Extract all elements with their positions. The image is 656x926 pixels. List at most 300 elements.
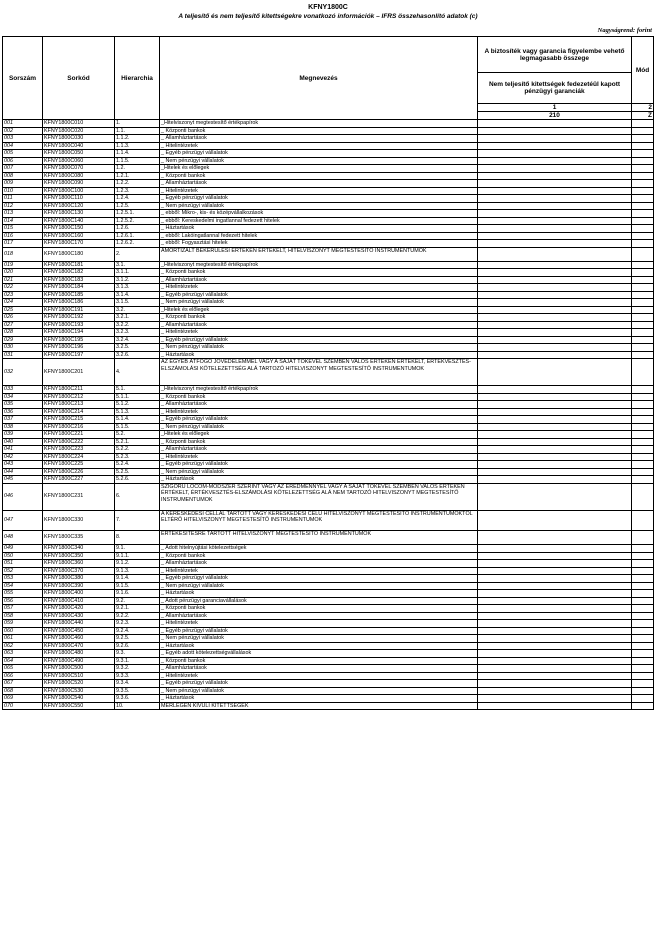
value-cell[interactable] [478, 461, 632, 469]
mod-cell[interactable] [632, 172, 654, 180]
row-name: _ Államháztartások [160, 612, 478, 620]
mod-cell[interactable] [632, 438, 654, 446]
mod-cell[interactable] [632, 695, 654, 703]
row-hierarchy: 9.3.6. [115, 695, 160, 703]
row-number: 062 [3, 642, 43, 650]
table-row [3, 240, 654, 248]
mod-cell[interactable] [632, 620, 654, 628]
mod-cell[interactable] [632, 575, 654, 583]
row-hierarchy: 1.2.1. [115, 172, 160, 180]
row-number: 026 [3, 314, 43, 322]
mod-cell[interactable] [632, 408, 654, 416]
table-row [3, 438, 654, 446]
mod-cell[interactable] [632, 232, 654, 240]
row-code: KFNY1800C224 [43, 453, 115, 461]
mod-cell[interactable] [632, 431, 654, 439]
mod-cell[interactable] [632, 202, 654, 210]
col-header-hierarchia: Hierarchia [115, 37, 160, 120]
row-code: KFNY1800C225 [43, 461, 115, 469]
mod-cell[interactable] [632, 306, 654, 314]
row-code: KFNY1800C194 [43, 329, 115, 337]
row-hierarchy: 5.2.5. [115, 468, 160, 476]
row-hierarchy: 3.2.2. [115, 321, 160, 329]
value-cell[interactable] [478, 650, 632, 658]
row-code: KFNY1800C330 [43, 510, 115, 531]
row-name: _ Hitelintézetek [160, 329, 478, 337]
value-cell[interactable] [478, 195, 632, 203]
row-hierarchy: 5.2.1. [115, 438, 160, 446]
table-row [3, 453, 654, 461]
table-row [3, 336, 654, 344]
row-hierarchy: 9.2.4. [115, 627, 160, 635]
mod-cell[interactable] [632, 650, 654, 658]
mod-cell[interactable] [632, 261, 654, 269]
value-cell[interactable] [478, 560, 632, 568]
table-row [3, 702, 654, 710]
mod-cell[interactable] [632, 590, 654, 598]
table-row [3, 187, 654, 195]
row-hierarchy: 5.1. [115, 386, 160, 394]
row-number: 013 [3, 210, 43, 218]
value-cell[interactable] [478, 217, 632, 225]
mod-cell[interactable] [632, 351, 654, 359]
value-cell[interactable] [478, 299, 632, 307]
mod-cell[interactable] [632, 157, 654, 165]
row-hierarchy: 5.2.4. [115, 461, 160, 469]
mod-cell[interactable] [632, 401, 654, 409]
table-row [3, 127, 654, 135]
value-cell[interactable] [478, 321, 632, 329]
row-hierarchy: 5.1.3. [115, 408, 160, 416]
value-cell[interactable] [478, 635, 632, 643]
mod-cell[interactable] [632, 336, 654, 344]
row-hierarchy: 9.2.2. [115, 612, 160, 620]
value-cell[interactable] [478, 483, 632, 510]
value-cell[interactable] [478, 627, 632, 635]
row-number: 047 [3, 510, 43, 531]
row-name: _ Hitelintézetek [160, 284, 478, 292]
row-hierarchy: 10. [115, 702, 160, 710]
mod-cell[interactable] [632, 416, 654, 424]
table-row [3, 590, 654, 598]
value-cell[interactable] [478, 386, 632, 394]
row-name: AMORTIZÁLT BEKERÜLÉSI ÉRTÉKEN ÉRTÉKELT, HITELVISZONYT MEGTESTESÍTŐ INSTRUMENTUMOK [160, 247, 478, 261]
mod-cell[interactable] [632, 627, 654, 635]
row-code: KFNY1800C070 [43, 165, 115, 173]
mod-cell[interactable] [632, 284, 654, 292]
value-cell[interactable] [478, 401, 632, 409]
value-cell[interactable] [478, 225, 632, 233]
row-number: 006 [3, 157, 43, 165]
row-name: _ Nem pénzügyi vállalatok [160, 157, 478, 165]
mod-cell[interactable] [632, 135, 654, 143]
mod-cell[interactable] [632, 597, 654, 605]
value-cell[interactable] [478, 359, 632, 386]
row-number: 029 [3, 336, 43, 344]
mod-cell[interactable] [632, 195, 654, 203]
value-cell[interactable] [478, 612, 632, 620]
value-cell[interactable] [478, 657, 632, 665]
table-row [3, 431, 654, 439]
mod-cell[interactable] [632, 217, 654, 225]
value-cell[interactable] [478, 695, 632, 703]
row-name: _ Központi bankok [160, 314, 478, 322]
row-number: 030 [3, 344, 43, 352]
mod-cell[interactable] [632, 142, 654, 150]
table-row [3, 210, 654, 218]
value-cell[interactable] [478, 687, 632, 695]
row-code: KFNY1800C010 [43, 120, 115, 128]
table-row [3, 650, 654, 658]
row-code: KFNY1800C120 [43, 202, 115, 210]
mod-cell[interactable] [632, 276, 654, 284]
mod-cell[interactable] [632, 605, 654, 613]
mod-code: Z [632, 112, 654, 120]
table-row [3, 468, 654, 476]
row-number: 059 [3, 620, 43, 628]
row-name: ÉRTÉKESÍTÉSRE TARTOTT HITELVISZONYT MEGTESTESÍTŐ INSTRUMENTUMOK [160, 531, 478, 545]
value-cell[interactable] [478, 510, 632, 531]
mod-cell[interactable] [632, 582, 654, 590]
row-number: 063 [3, 650, 43, 658]
table-row [3, 135, 654, 143]
value-cell[interactable] [478, 180, 632, 188]
mod-cell[interactable] [632, 476, 654, 484]
row-code: KFNY1800C350 [43, 552, 115, 560]
row-name: _ ebből: Lakóingatlannal fedezett hitelek [160, 232, 478, 240]
value-cell[interactable] [478, 336, 632, 344]
mod-cell[interactable] [632, 180, 654, 188]
row-code: KFNY1800C420 [43, 605, 115, 613]
row-hierarchy: 1.1. [115, 127, 160, 135]
row-hierarchy: 9.1.4. [115, 575, 160, 583]
row-name: _Hitelviszonyt megtestesítő értékpapírok [160, 120, 478, 128]
row-code: KFNY1800C150 [43, 225, 115, 233]
mod-cell[interactable] [632, 560, 654, 568]
table-row [3, 217, 654, 225]
row-number: 031 [3, 351, 43, 359]
row-number: 058 [3, 612, 43, 620]
value-cell[interactable] [478, 446, 632, 454]
mod-cell[interactable] [632, 567, 654, 575]
row-hierarchy: 9.1.6. [115, 590, 160, 598]
mod-cell[interactable] [632, 680, 654, 688]
row-name: _ Egyéb pénzügyi vállalatok [160, 627, 478, 635]
value-cell[interactable] [478, 453, 632, 461]
row-code: KFNY1800C480 [43, 650, 115, 658]
row-number: 007 [3, 165, 43, 173]
row-name: _Hitelek és előlegek [160, 306, 478, 314]
value-cell[interactable] [478, 247, 632, 261]
value-cell[interactable] [478, 135, 632, 143]
mod-cell[interactable] [632, 687, 654, 695]
value-cell[interactable] [478, 531, 632, 545]
mod-cell[interactable] [632, 225, 654, 233]
row-code: KFNY1800C231 [43, 483, 115, 510]
mod-cell[interactable] [632, 642, 654, 650]
row-number: 046 [3, 483, 43, 510]
table-row [3, 597, 654, 605]
mod-cell[interactable] [632, 461, 654, 469]
value-cell[interactable] [478, 261, 632, 269]
row-number: 044 [3, 468, 43, 476]
row-code: KFNY1800C460 [43, 635, 115, 643]
row-hierarchy: 1.2.4. [115, 195, 160, 203]
row-name: _ Hitelintézetek [160, 142, 478, 150]
row-number: 032 [3, 359, 43, 386]
mod-cell[interactable] [632, 127, 654, 135]
mod-cell[interactable] [632, 702, 654, 710]
col-header-megnevezes: Megnevezés [160, 37, 478, 120]
mod-cell[interactable] [632, 187, 654, 195]
mod-cell[interactable] [632, 165, 654, 173]
table-row [3, 635, 654, 643]
value-cell[interactable] [478, 665, 632, 673]
mod-cell[interactable] [632, 453, 654, 461]
mod-cell[interactable] [632, 423, 654, 431]
table-row [3, 446, 654, 454]
table-row [3, 172, 654, 180]
value-cell[interactable] [478, 642, 632, 650]
value-cell[interactable] [478, 291, 632, 299]
row-number: 036 [3, 408, 43, 416]
row-number: 023 [3, 291, 43, 299]
mod-cell[interactable] [632, 240, 654, 248]
row-hierarchy: 9.3.1. [115, 657, 160, 665]
row-code: KFNY1800C197 [43, 351, 115, 359]
row-name: _ Államháztartások [160, 665, 478, 673]
value-cell[interactable] [478, 276, 632, 284]
value-cell[interactable] [478, 351, 632, 359]
value-cell[interactable] [478, 408, 632, 416]
row-hierarchy: 5.2.2. [115, 446, 160, 454]
row-number: 045 [3, 476, 43, 484]
value-cell[interactable] [478, 240, 632, 248]
row-name: _ Központi bankok [160, 657, 478, 665]
row-name: _ Nem pénzügyi vállalatok [160, 423, 478, 431]
value-cell[interactable] [478, 545, 632, 553]
table-row [3, 150, 654, 158]
row-name: _ Államháztartások [160, 180, 478, 188]
value-cell[interactable] [478, 672, 632, 680]
value-cell[interactable] [478, 329, 632, 337]
row-hierarchy: 7. [115, 510, 160, 531]
row-code: KFNY1800C195 [43, 336, 115, 344]
row-number: 002 [3, 127, 43, 135]
row-hierarchy: 3.2.3. [115, 329, 160, 337]
mod-cell[interactable] [632, 344, 654, 352]
row-code: KFNY1800C183 [43, 276, 115, 284]
row-hierarchy: 9.2.6. [115, 642, 160, 650]
row-number: 070 [3, 702, 43, 710]
table-row [3, 545, 654, 553]
row-code: KFNY1800C215 [43, 416, 115, 424]
table-row [3, 165, 654, 173]
value-cell[interactable] [478, 468, 632, 476]
mod-cell[interactable] [632, 446, 654, 454]
row-code: KFNY1800C182 [43, 269, 115, 277]
value-cell[interactable] [478, 157, 632, 165]
value-cell[interactable] [478, 597, 632, 605]
value-cell[interactable] [478, 165, 632, 173]
mod-cell[interactable] [632, 359, 654, 386]
value-cell[interactable] [478, 306, 632, 314]
value-cell[interactable] [478, 232, 632, 240]
table-row [3, 575, 654, 583]
mod-cell[interactable] [632, 672, 654, 680]
table-row [3, 483, 654, 510]
row-code: KFNY1800C390 [43, 582, 115, 590]
row-code: KFNY1800C186 [43, 299, 115, 307]
report-title: KFNY1800C [308, 4, 348, 11]
col-number: 1 [478, 104, 632, 112]
row-name: _ Egyéb pénzügyi vállalatok [160, 291, 478, 299]
mod-cell[interactable] [632, 657, 654, 665]
value-cell[interactable] [478, 680, 632, 688]
table-row [3, 232, 654, 240]
row-code: KFNY1800C470 [43, 642, 115, 650]
row-hierarchy: 3.2.5. [115, 344, 160, 352]
value-cell[interactable] [478, 605, 632, 613]
row-hierarchy: 5.1.2. [115, 401, 160, 409]
row-code: KFNY1800C214 [43, 408, 115, 416]
row-code: KFNY1800C140 [43, 217, 115, 225]
row-hierarchy: 9.3.5. [115, 687, 160, 695]
mod-cell[interactable] [632, 210, 654, 218]
value-cell[interactable] [478, 269, 632, 277]
row-hierarchy: 3.2. [115, 306, 160, 314]
mod-cell[interactable] [632, 635, 654, 643]
value-cell[interactable] [478, 567, 632, 575]
row-code: KFNY1800C360 [43, 560, 115, 568]
value-cell[interactable] [478, 590, 632, 598]
mod-cell[interactable] [632, 665, 654, 673]
row-code: KFNY1800C370 [43, 567, 115, 575]
row-name: _ Hitelintézetek [160, 567, 478, 575]
value-cell[interactable] [478, 423, 632, 431]
value-cell[interactable] [478, 393, 632, 401]
table-row [3, 612, 654, 620]
mod-cell[interactable] [632, 321, 654, 329]
mod-cell[interactable] [632, 247, 654, 261]
row-hierarchy: 5.2.6. [115, 476, 160, 484]
value-cell[interactable] [478, 702, 632, 710]
row-number: 035 [3, 401, 43, 409]
row-hierarchy: 3.1.4. [115, 291, 160, 299]
mod-cell[interactable] [632, 386, 654, 394]
value-cell[interactable] [478, 284, 632, 292]
row-number: 019 [3, 261, 43, 269]
row-code: KFNY1800C040 [43, 142, 115, 150]
mod-cell[interactable] [632, 269, 654, 277]
row-name: _ Egyéb pénzügyi vállalatok [160, 150, 478, 158]
mod-cell[interactable] [632, 612, 654, 620]
row-name: _Hitelviszonyt megtestesítő értékpapírok [160, 386, 478, 394]
row-number: 057 [3, 605, 43, 613]
row-number: 050 [3, 552, 43, 560]
value-cell[interactable] [478, 620, 632, 628]
row-hierarchy: 4. [115, 359, 160, 386]
table-row [3, 276, 654, 284]
table-row [3, 306, 654, 314]
row-name: _ Nem pénzügyi vállalatok [160, 344, 478, 352]
value-cell[interactable] [478, 142, 632, 150]
table-row [3, 314, 654, 322]
value-cell[interactable] [478, 575, 632, 583]
table-row [3, 560, 654, 568]
mod-cell[interactable] [632, 329, 654, 337]
value-cell[interactable] [478, 416, 632, 424]
value-cell[interactable] [478, 476, 632, 484]
table-row [3, 510, 654, 531]
row-number: 040 [3, 438, 43, 446]
row-code: KFNY1800C060 [43, 157, 115, 165]
value-cell[interactable] [478, 127, 632, 135]
value-cell[interactable] [478, 210, 632, 218]
mod-cell[interactable] [632, 299, 654, 307]
row-name: AZ EGYÉB ÁTFOGÓ JÖVEDELEMMEL VAGY A SAJÁT TŐKÉVEL SZEMBEN VALÓS ÉRTÉKEN ÉRTÉKELT, ÉRTÉKVESZTÉS-ELSZÁMOLÁSI KÖTELEZETTSÉG ALÁ TARTOZÓ HITELVISZONYT MEGTESTESÍTŐ INSTRUMENTUMOK [160, 359, 478, 386]
row-code: KFNY1800C490 [43, 657, 115, 665]
row-number: 017 [3, 240, 43, 248]
mod-cell[interactable] [632, 468, 654, 476]
row-name: _ Államháztartások [160, 321, 478, 329]
value-cell[interactable] [478, 314, 632, 322]
value-cell[interactable] [478, 582, 632, 590]
value-cell[interactable] [478, 552, 632, 560]
value-cell[interactable] [478, 431, 632, 439]
mod-cell[interactable] [632, 291, 654, 299]
value-cell[interactable] [478, 120, 632, 128]
value-cell[interactable] [478, 438, 632, 446]
mod-cell[interactable] [632, 510, 654, 531]
row-hierarchy: 3.1.1. [115, 269, 160, 277]
row-code: KFNY1800C510 [43, 672, 115, 680]
col-header-group: A biztosíték vagy garancia figyelembe vehető legmagasabb összege [478, 37, 632, 73]
row-number: 021 [3, 276, 43, 284]
value-cell[interactable] [478, 187, 632, 195]
value-cell[interactable] [478, 150, 632, 158]
row-number: 053 [3, 575, 43, 583]
mod-cell[interactable] [632, 531, 654, 545]
mod-cell[interactable] [632, 545, 654, 553]
table-row [3, 582, 654, 590]
row-code: KFNY1800C020 [43, 127, 115, 135]
value-cell[interactable] [478, 202, 632, 210]
mod-cell[interactable] [632, 314, 654, 322]
row-hierarchy: 9.2. [115, 597, 160, 605]
mod-cell[interactable] [632, 393, 654, 401]
row-number: 051 [3, 560, 43, 568]
row-name: _ Hitelintézetek [160, 453, 478, 461]
table-row [3, 401, 654, 409]
row-hierarchy: 1.1.5. [115, 157, 160, 165]
mod-cell[interactable] [632, 120, 654, 128]
table-row [3, 291, 654, 299]
row-code: KFNY1800C193 [43, 321, 115, 329]
value-cell[interactable] [478, 344, 632, 352]
row-code: KFNY1800C192 [43, 314, 115, 322]
value-cell[interactable] [478, 172, 632, 180]
row-number: 038 [3, 423, 43, 431]
table-row [3, 672, 654, 680]
table-row [3, 687, 654, 695]
mod-cell[interactable] [632, 483, 654, 510]
row-number: 049 [3, 545, 43, 553]
row-number: 022 [3, 284, 43, 292]
row-number: 048 [3, 531, 43, 545]
mod-cell[interactable] [632, 552, 654, 560]
mod-cell[interactable] [632, 150, 654, 158]
